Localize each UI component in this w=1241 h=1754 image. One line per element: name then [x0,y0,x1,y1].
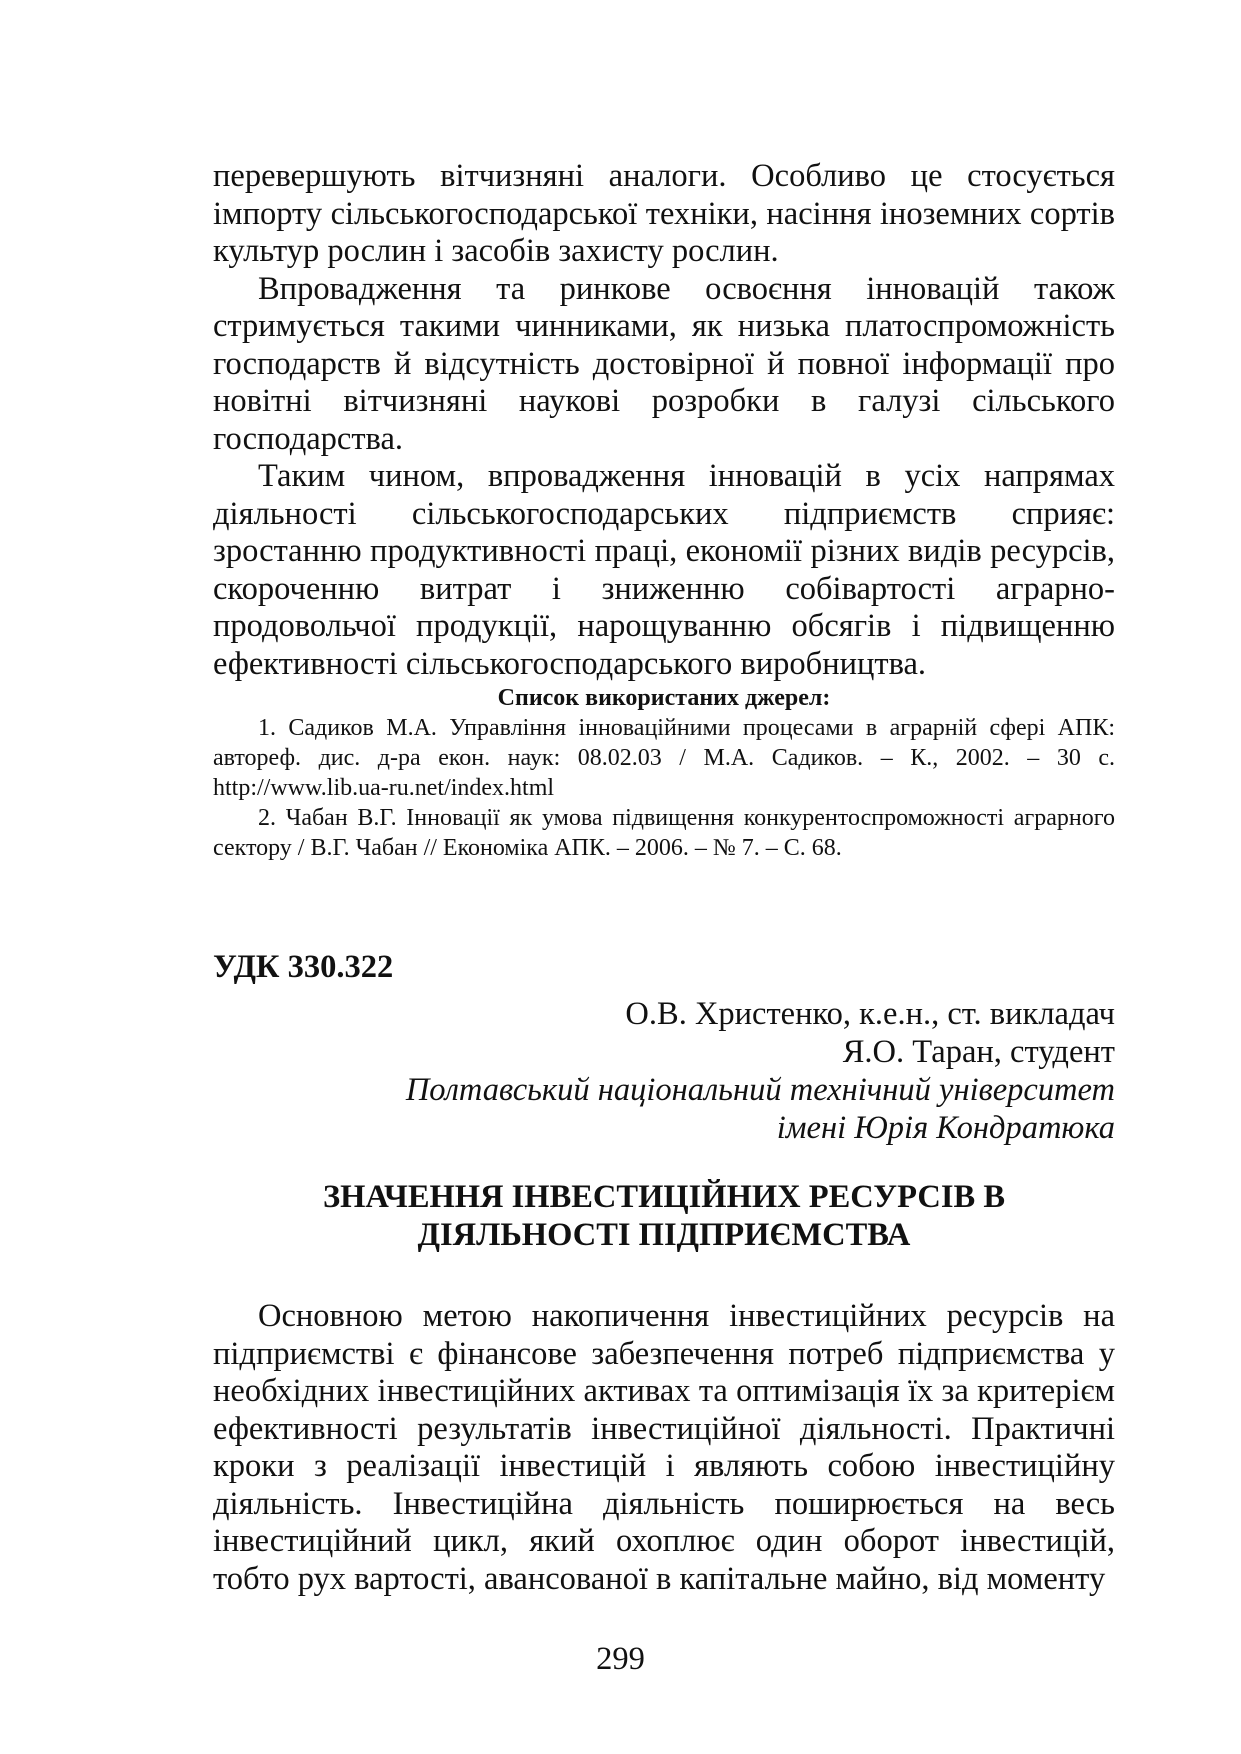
author-2: Я.О. Таран, студент [842,1034,1115,1070]
author-1: О.В. Христенко, к.е.н., ст. викладач [625,996,1115,1032]
references-title: Список використаних джерел: [497,685,831,711]
article-title [213,1178,1115,1254]
paragraph-continuation: перевершують вітчизняні аналоги. Особливо це стосується імпорту сільськогосподарської техніки, насіння іноземних сортів культур рослин і засобів захисту рослин. [213,158,1115,269]
document-page [213,158,1115,1597]
article-body-paragraph: Основною метою накопичення інвестиційних ресурсів на підприємстві є фінансове забезпечення потреб підприємства у необхідних інвестиційних активах та оптимізація їх за критерієм ефективності результатів інвестиційної діяльності. Практичні кроки з реалізації інвестицій і являють собою інвестиційну діяльність. Інвестиційна діяльність поширюється на весь інвестиційний цикл, який охоплює один оборот інвестицій, тобто рух вартості, авансованої в капітальне майно, від моменту [213,1298,1115,1597]
article-body [213,1298,1115,1598]
reference-item: 2. Чабан В.Г. Інновації як умова підвищення конкурентоспроможності аграрного сектору / В.Г. Чабан // Економіка АПК. – 2006. – № 7. – С. 68. [213,805,1115,861]
paragraph-conclusion: Таким чином, впровадження інновацій в усіх напрямах діяльності сільськогосподарських підприємств сприяє: зростанню продуктивності праці, економії різних видів ресурсів, скороченню витрат і зниженню собівартості аграрно-продовольчої продукції, нарощуванню обсягів і підвищенню ефективності сільськогосподарського виробництва. [213,458,1115,682]
paragraph-implementation: Впровадження та ринкове освоєння інновацій також стримується такими чинниками, як низька платоспроможність господарств й відсутність достовірної й повної інформації про новітні вітчизняні наукові розробки в галузі сільського господарства. [213,270,1115,457]
affiliation-line-2: імені Юрія Кондратюка [776,1110,1115,1146]
udk-code: УДК 330.322 [213,949,394,985]
reference-item: 1. Садиков М.А. Управління інноваційними процесами в аграрній сфері АПК: автореф. дис. д-ра екон. наук: 08.02.03 / М.А. Садиков. – К., 2002. – 30 с. http://www.lib.ua-ru.net/index.html [213,715,1115,801]
article-title-line-2: ДІЯЛЬНОСТІ ПІДПРИЄМСТВА [417,1217,911,1253]
authors-block [406,995,1115,1147]
affiliation-line-1: Полтавський національний технічний університет [405,1072,1115,1108]
page-number: 299 [596,1641,645,1677]
article-title-line-1: ЗНАЧЕННЯ ІНВЕСТИЦІЙНИХ РЕСУРСІВ В [323,1179,1005,1215]
